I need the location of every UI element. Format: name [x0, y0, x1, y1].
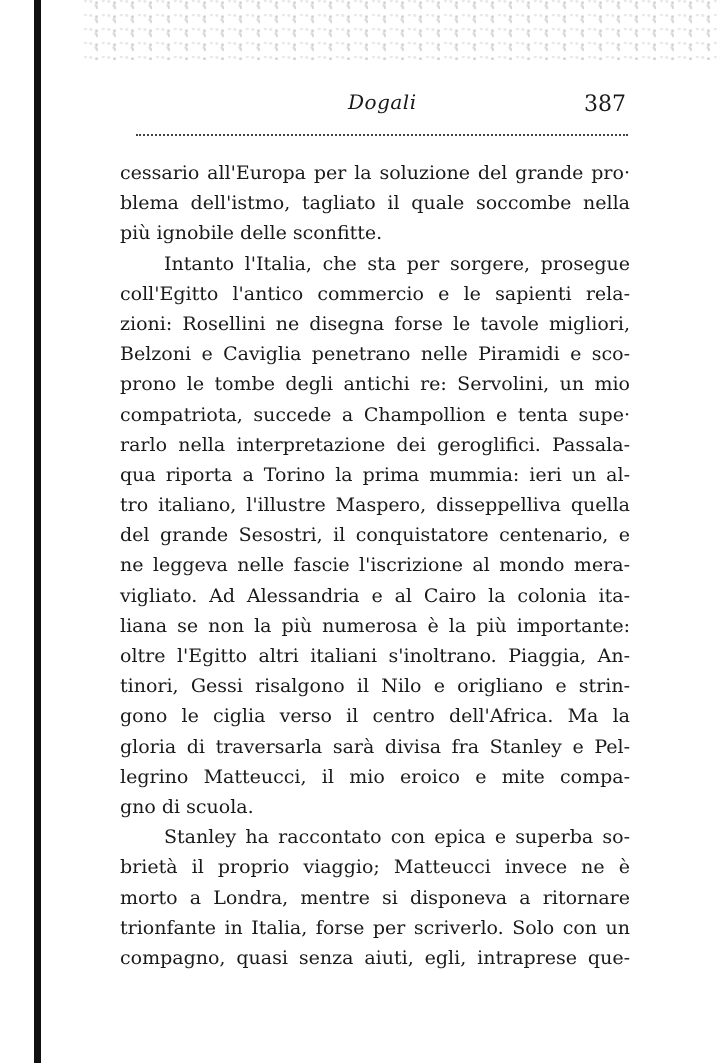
- text-line: gloria di traversarla sarà divisa fra Stanley e Pel-: [120, 735, 630, 758]
- text-line: qua riporta a Torino la prima mummia: ieri un al-: [120, 463, 630, 486]
- text-line: gno di scuola.: [120, 795, 254, 818]
- text-line: Stanley ha raccontato con epica e superba so-: [164, 826, 630, 849]
- text-line: più ignobile delle sconfitte.: [120, 222, 383, 245]
- text-line: liana se non la più numerosa è la più importante:: [120, 614, 630, 637]
- paper-speckle: [80, 0, 718, 60]
- text-line: tinori, Gessi risalgono il Nilo e origliano e strin-: [120, 675, 630, 698]
- text-line: legrino Matteucci, il mio eroico e mite compa-: [120, 765, 630, 788]
- text-line: zioni: Rosellini ne disegna forse le tavole migliori,: [120, 312, 630, 335]
- text-line: oltre l'Egitto altri italiani s'inoltrano. Piaggia, An-: [120, 645, 630, 667]
- text-line: prono le tombe degli antichi re: Servolini, un mio: [120, 373, 630, 396]
- text-line: tro italiano, l'illustre Maspero, disseppelliva quella: [120, 494, 630, 517]
- body-text: [120, 158, 630, 973]
- text-line: vigliato. Ad Alessandria e al Cairo la colonia ita-: [120, 584, 630, 607]
- text-line: trionfante in Italia, forse per scriverlo. Solo con un: [120, 916, 630, 939]
- page-number: 387: [584, 92, 626, 117]
- text-line: compatriota, succede a Champollion e tenta supe·: [120, 403, 630, 426]
- running-head: [130, 86, 630, 126]
- text-line: blema dell'istmo, tagliato il quale soccombe nella: [120, 192, 630, 215]
- text-line: gono le ciglia verso il centro dell'Africa. Ma la: [120, 705, 630, 728]
- text-line: brietà il proprio viaggio; Matteucci invece ne è: [120, 856, 630, 879]
- text-line: ne leggeva nelle fascie l'iscrizione al mondo mera-: [120, 554, 630, 577]
- text-line: morto a Londra, mentre si disponeva a ritornare: [120, 886, 630, 909]
- header-rule: [136, 134, 628, 136]
- text-line: Intanto l'Italia, che sta per sorgere, prosegue: [164, 252, 630, 275]
- text-line: cessario all'Europa per la soluzione del grande pro·: [120, 162, 630, 184]
- text-line: rarlo nella interpretazione dei geroglifici. Passala-: [120, 433, 630, 456]
- text-line: compagno, quasi senza aiuti, egli, intraprese que-: [120, 946, 630, 969]
- running-title: Dogali: [348, 90, 417, 114]
- binding-edge: [34, 0, 41, 1063]
- text-line: Belzoni e Caviglia penetrano nelle Piramidi e sco-: [120, 343, 630, 366]
- text-line: coll'Egitto l'antico commercio e le sapienti rela-: [120, 282, 630, 305]
- text-line: del grande Sesostri, il conquistatore centenario, e: [120, 524, 630, 547]
